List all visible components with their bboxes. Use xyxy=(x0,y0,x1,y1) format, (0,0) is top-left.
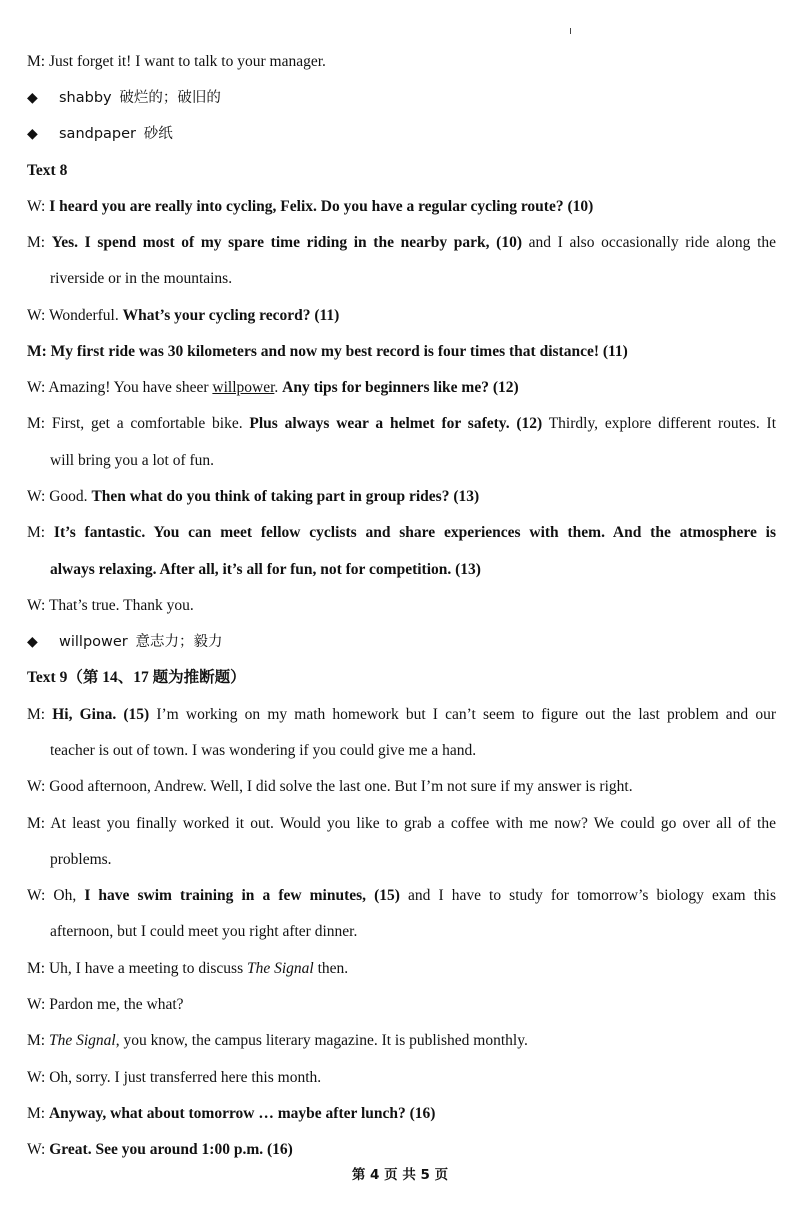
dialogue-line-continued: always relaxing. After all, it’s all for fun, not for competition. (13) xyxy=(50,561,481,578)
dialogue-line: W: Good afternoon, Andrew. Well, I did solve the last one. But I’m not sure if my answer is right. xyxy=(27,778,633,795)
dialogue-line: M: The Signal, you know, the campus literary magazine. It is published monthly. xyxy=(27,1032,528,1049)
page-number-footer: 第 4 页 共 5 页 xyxy=(351,1167,449,1183)
dialogue-line: M: Anyway, what about tomorrow … maybe after lunch? (16) xyxy=(27,1105,436,1122)
diamond-bullet-icon: ◆ xyxy=(27,634,38,650)
dialogue-line: W: Great. See you around 1:00 p.m. (16) xyxy=(27,1141,293,1158)
section-heading-text9: Text 9（第 14、17 题为推断题） xyxy=(27,669,246,686)
dialogue-line: W: That’s true. Thank you. xyxy=(27,597,194,614)
diamond-bullet-icon: ◆ xyxy=(27,126,38,142)
dialogue-line: M: Uh, I have a meeting to discuss The Signal then. xyxy=(27,960,349,977)
dialogue-line: W: I heard you are really into cycling, Felix. Do you have a regular cycling route? (10) xyxy=(27,198,594,215)
vocab-item: ◆ shabby 破烂的；破旧的 xyxy=(27,90,221,106)
dialogue-line: W: Pardon me, the what? xyxy=(27,996,184,1013)
dialogue-line-continued: afternoon, but I could meet you right after dinner. xyxy=(50,923,358,940)
diamond-bullet-icon: ◆ xyxy=(27,90,38,106)
dialogue-line: W: Oh, I have swim training in a few minutes, (15) and I have to study for tomorrow’s biology exam this xyxy=(27,887,776,904)
scan-mark xyxy=(570,28,571,34)
dialogue-line: M: Just forget it! I want to talk to your manager. xyxy=(27,53,326,70)
dialogue-line: M: It’s fantastic. You can meet fellow cyclists and share experiences with them. And the atmosphere is xyxy=(27,524,776,541)
vocab-item: ◆ sandpaper 砂纸 xyxy=(27,126,173,142)
dialogue-line-continued: will bring you a lot of fun. xyxy=(50,452,215,469)
dialogue-line: W: Amazing! You have sheer willpower. Any tips for beginners like me? (12) xyxy=(27,379,519,396)
dialogue-line: W: Oh, sorry. I just transferred here this month. xyxy=(27,1069,322,1086)
dialogue-line: M: Hi, Gina. (15) I’m working on my math homework but I can’t seem to figure out the last problem and our xyxy=(27,706,776,723)
vocab-item: ◆ willpower 意志力；毅力 xyxy=(27,634,223,650)
dialogue-line-continued: teacher is out of town. I was wondering if you could give me a hand. xyxy=(50,742,477,759)
dialogue-line: M: First, get a comfortable bike. Plus always wear a helmet for safety. (12) Thirdly, explore different routes. It xyxy=(27,415,777,432)
dialogue-line: M: My first ride was 30 kilometers and now my best record is four times that distance! (11) xyxy=(27,343,628,360)
dialogue-line-continued: problems. xyxy=(50,851,112,868)
dialogue-line: M: Yes. I spend most of my spare time riding in the nearby park, (10) and I also occasionally ride along the xyxy=(27,234,777,251)
dialogue-line-continued: riverside or in the mountains. xyxy=(50,270,233,287)
dialogue-line: W: Wonderful. What’s your cycling record? (11) xyxy=(27,307,340,324)
dialogue-line: W: Good. Then what do you think of taking part in group rides? (13) xyxy=(27,488,480,505)
dialogue-line: M: At least you finally worked it out. Would you like to grab a coffee with me now? We could go over all of the xyxy=(27,815,776,832)
section-heading-text8: Text 8 xyxy=(27,162,68,179)
